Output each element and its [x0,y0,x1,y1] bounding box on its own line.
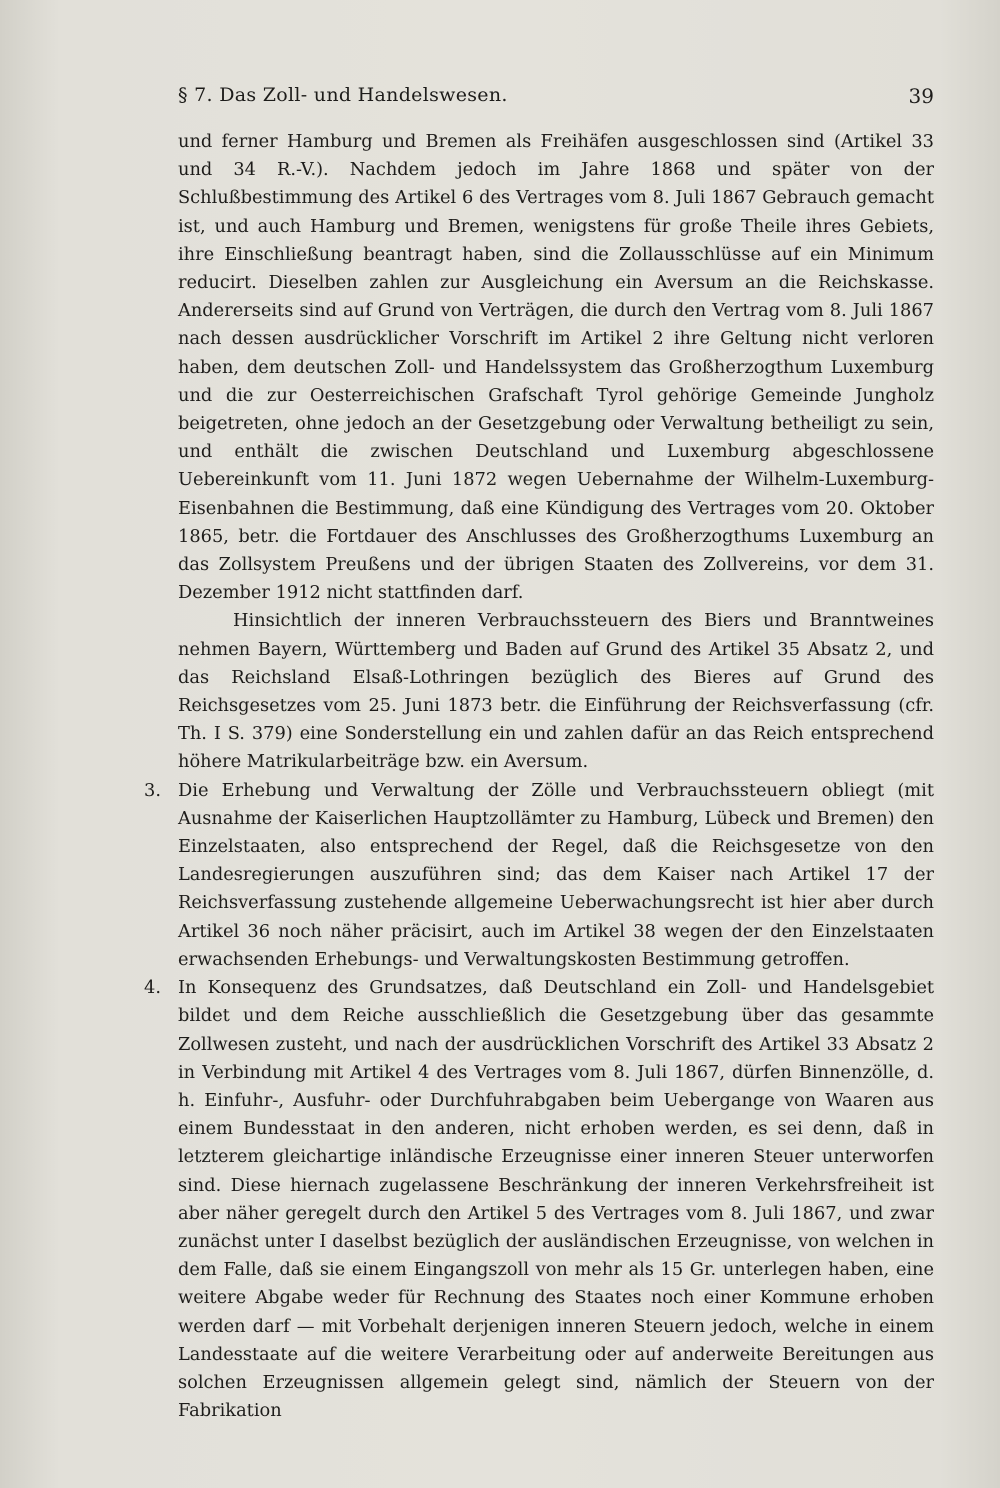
list-item-3 [144,777,934,974]
body-text [144,128,934,1425]
running-header [0,84,934,112]
paragraph-continuation: und ferner Hamburg und Bremen als Freihäfen ausgeschlossen sind (Artikel 33 und 34 R.-V.). Nachdem jedoch im Jahre 1868 und später von der Schlußbestimmung des Artikel 6 des Vertrages vom 8. Juli 1867 Gebrauch gemacht ist, und auch Hamburg und Bremen, wenigstens für große Theile ihres Gebiets, ihre Einschließung beantragt haben, sind die Zollausschlüsse auf ein Minimum reducirt. Dieselben zahlen zur Ausgleichung ein Aversum an die Reichskasse. Andererseits sind auf Grund von Verträgen, die durch den Vertrag vom 8. Juli 1867 nach dessen ausdrücklicher Vorschrift im Artikel 2 ihre Geltung nicht verloren haben, dem deutschen Zoll- und Handelssystem das Großherzogthum Luxemburg und die zur Oesterreichischen Grafschaft Tyrol gehörige Gemeinde Jungholz beigetreten, ohne jedoch an der Gesetzgebung oder Verwaltung betheiligt zu sein, und enthält die zwischen Deutschland und Luxemburg abgeschlossene Uebereinkunft vom 11. Juni 1872 wegen Uebernahme der Wilhelm-Luxemburg-Eisenbahnen die Bestimmung, daß eine Kündigung des Vertrages vom 20. Oktober 1865, betr. die Fortdauer des Anschlusses des Großherzogthums Luxemburg an das Zollsystem Preußens und der übrigen Staaten des Zollvereins, vor dem 31. Dezember 1912 nicht stattfinden darf. [178,131,934,604]
list-item-4 [144,974,934,1425]
paragraph-consumption-taxes: Hinsichtlich der inneren Verbrauchssteuern des Biers und Branntweines nehmen Bayern, Württemberg und Baden auf Grund des Artikel 35 Absatz 2, und das Reichsland Elsaß-Lothringen bezüglich des Bieres auf Grund des Reichsgesetzes vom 25. Juni 1873 betr. die Einführung der Reichsverfassung (cfr. Th. I S. 379) eine Sonderstellung ein und zahlen dafür an das Reich entsprechend höhere Matrikularbeiträge bzw. ein Aversum. [178,610,934,773]
page-number: 39 [908,84,934,108]
item-number: 3. [144,779,161,801]
item-text: In Konsequenz des Grundsatzes, daß Deutschland ein Zoll- und Handelsgebiet bildet und dem Reiche ausschließlich die Gesetzgebung über das gesammte Zollwesen zusteht, und nach der ausdrücklichen Vorschrift des Artikel 33 Absatz 2 in Verbindung mit Artikel 4 des Vertrages vom 8. Juli 1867, dürfen Binnenzölle, d. h. Einfuhr-, Ausfuhr- oder Durchfuhrabgaben beim Uebergange von Waaren aus einem Bundesstaat in den anderen, nicht erhoben werden, es sei denn, daß in letzterem gleichartige inländische Erzeugnisse einer inneren Steuer unterworfen sind. Diese hiernach zugelassene Beschränkung der inneren Verkehrsfreiheit ist aber näher geregelt durch den Artikel 5 des Vertrages vom 8. Juli 1867, und zwar zunächst unter I daselbst bezüglich der ausländischen Erzeugnisse, von welchen in dem Falle, daß sie einem Eingangszoll von mehr als 15 Gr. unterlegen haben, eine weitere Abgabe weder für Rechnung des Staates noch einer Kommune erhoben werden darf — mit Vorbehalt derjenigen inneren Steuern jedoch, welche in einem Landesstaate auf die weitere Verarbeitung oder auf anderweite Bereitungen aus solchen Erzeugnissen allgemein gelegt sind, nämlich der Steuern von der Fabrikation [178,977,934,1422]
item-text: Die Erhebung und Verwaltung der Zölle und Verbrauchssteuern obliegt (mit Ausnahme der Kaiserlichen Hauptzollämter zu Hamburg, Lübeck und Bremen) den Einzelstaaten, also entsprechend der Regel, daß die Reichsgesetze von den Landesregierungen auszuführen sind; das dem Kaiser nach Artikel 17 der Reichsverfassung zustehende allgemeine Ueberwachungsrecht ist hier aber durch Artikel 36 noch näher präcisirt, auch im Artikel 38 wegen der den Einzelstaaten erwachsenden Erhebungs- und Verwaltungskosten Bestimmung getroffen. [178,779,934,970]
section-title: § 7. Das Zoll- und Handelswesen. [178,84,508,106]
item-number: 4. [144,977,161,999]
